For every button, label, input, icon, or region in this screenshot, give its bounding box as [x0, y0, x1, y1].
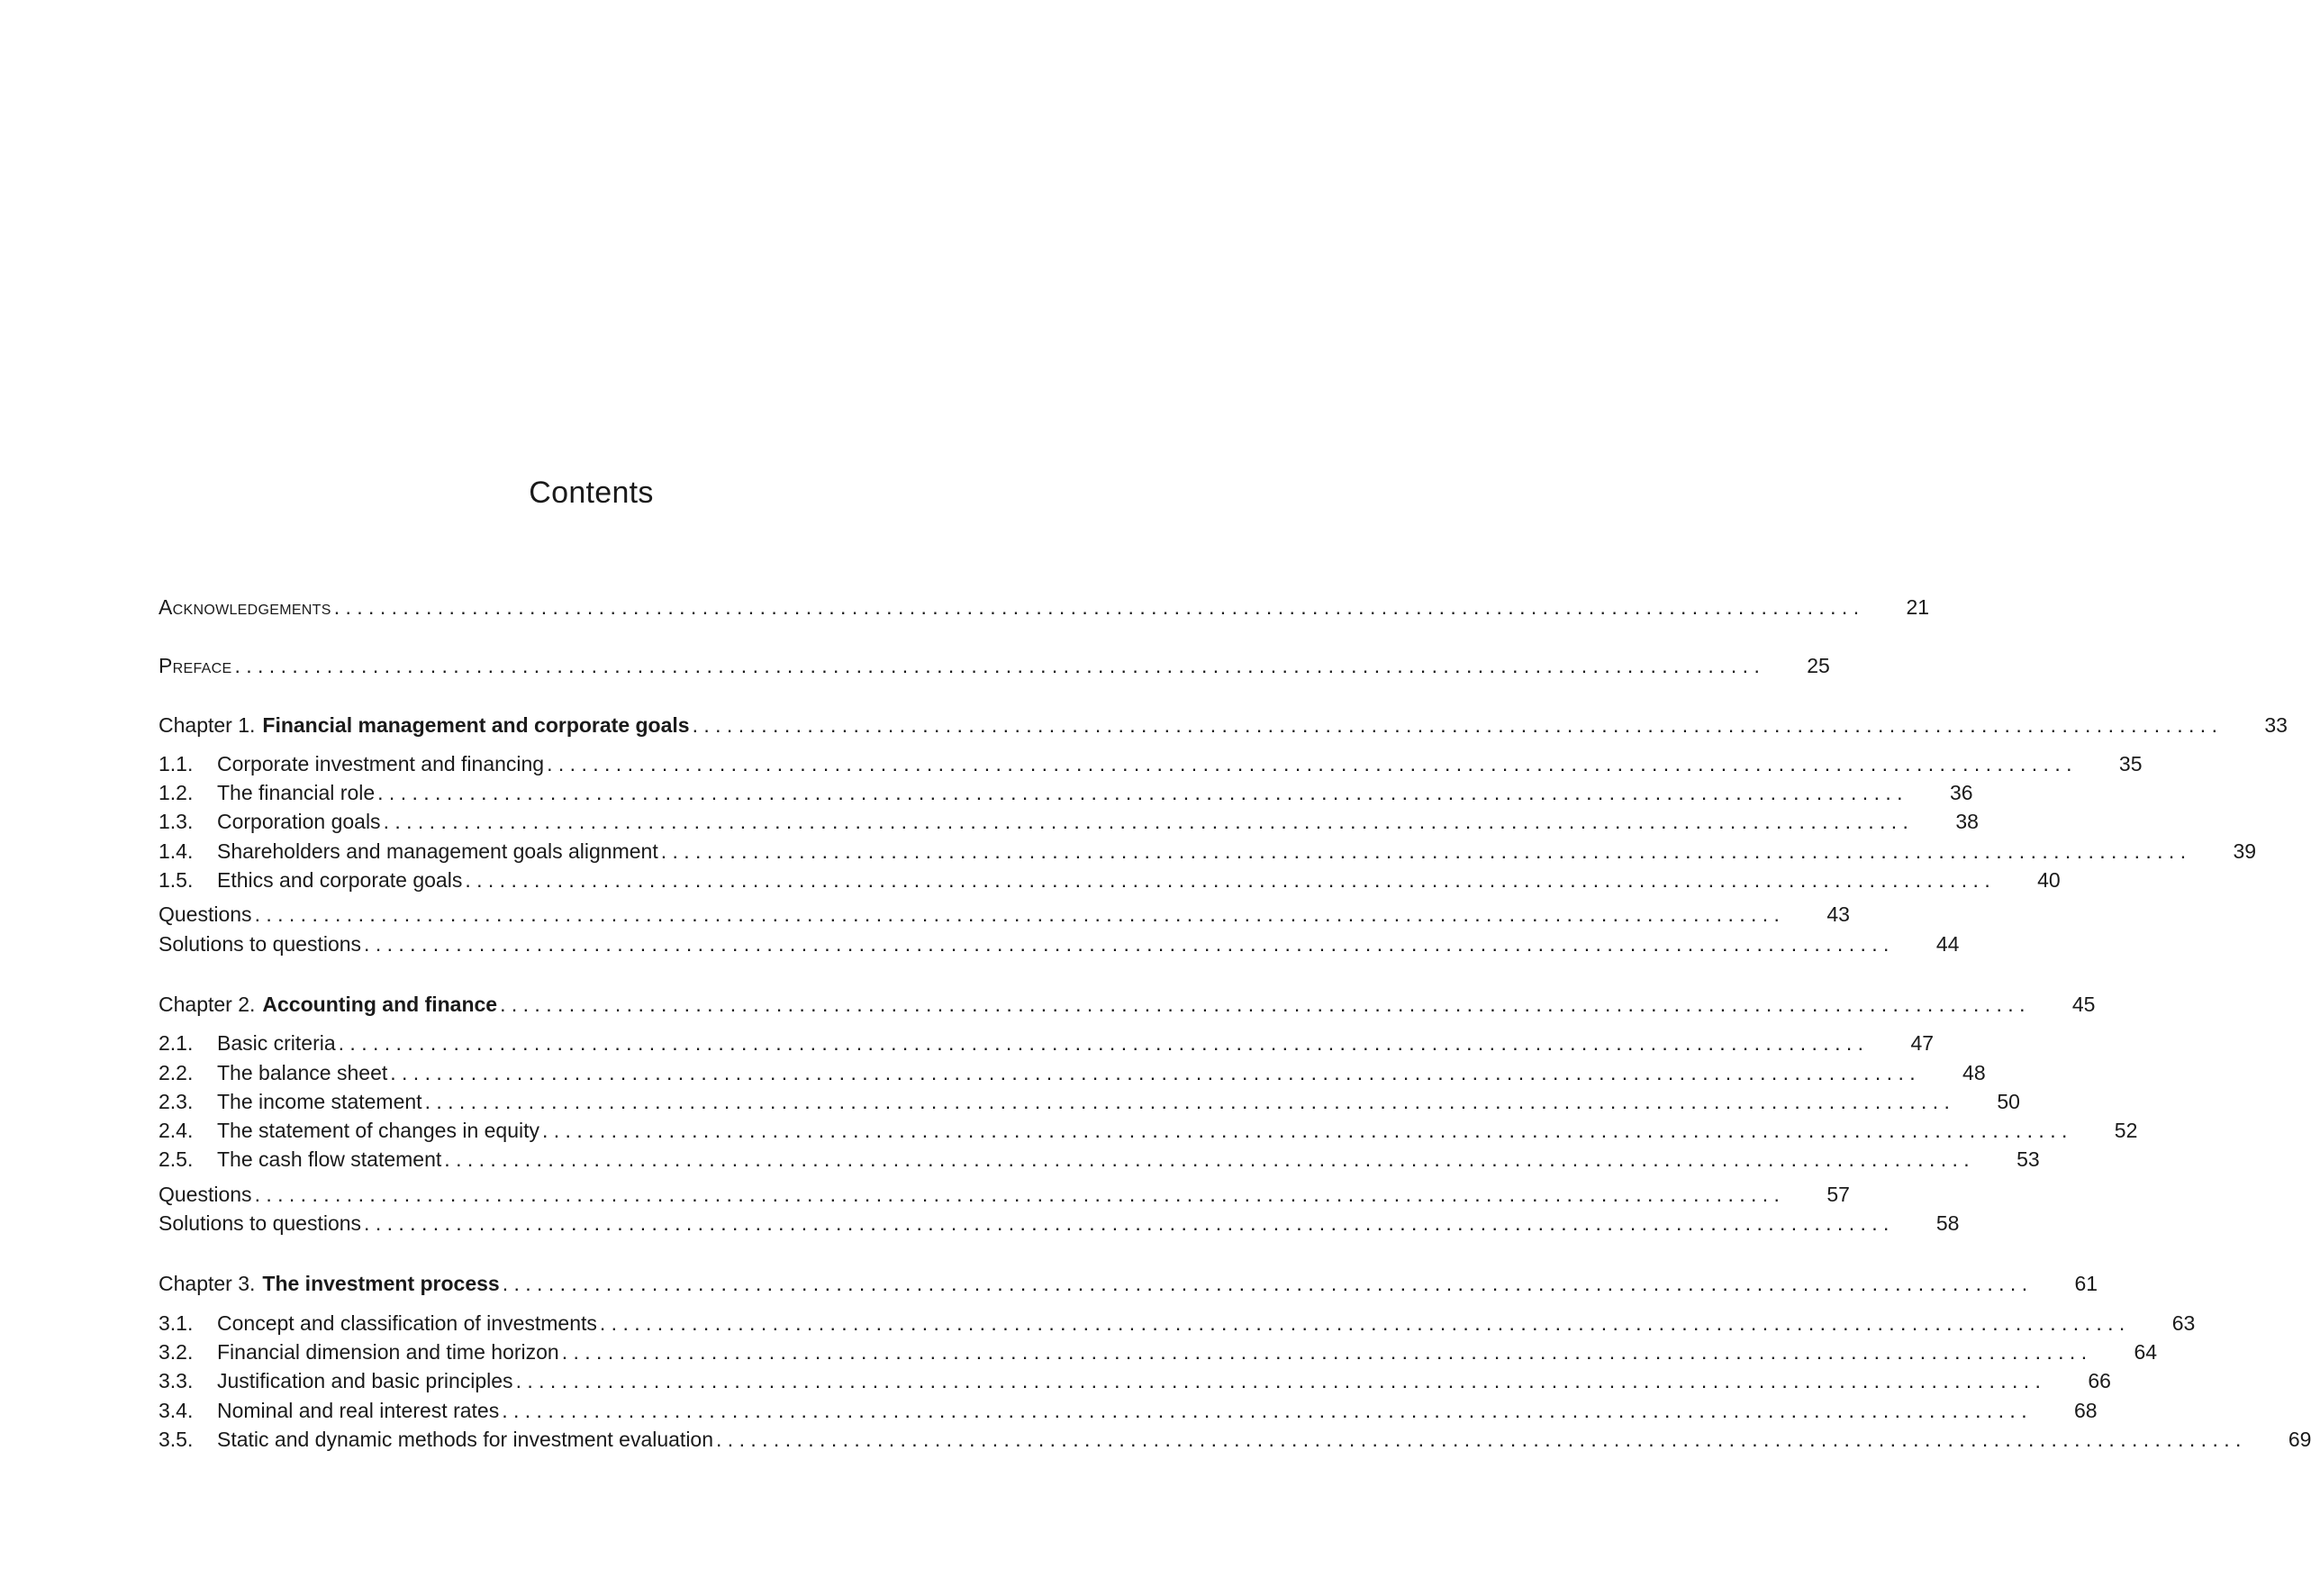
toc-entry-section[interactable]	[159, 1396, 2098, 1425]
section-title: The financial role	[217, 781, 376, 805]
page-number: 47	[1910, 1031, 1935, 1056]
dot-leader: . . . . . . . . . . . . . . . . . . . . . . . . . . . . . . . . . . . . . . . . . . . . . . . . . . . . . . . . . . . . . . . . . . . . . . . . . . . . . . . . . . . . . . . . . . . . . . . . . . . . . . . . . . . . . . . . . . . . . . . . . . . . . . . . . . . . .	[333, 595, 1860, 619]
toc-entry-section[interactable]	[159, 1116, 2138, 1145]
toc-entry-section[interactable]	[159, 1087, 2020, 1116]
dot-leader: . . . . . . . . . . . . . . . . . . . . . . . . . . . . . . . . . . . . . . . . . . . . . . . . . . . . . . . . . . . . . . . . . . . . . . . . . . . . . . . . . . . . . . . . . . . . . . . . . . . . . . . . . . . . . . . . . . . . . . . . . . . . . . . . . . . . .	[338, 1031, 1864, 1056]
toc-entry-section[interactable]	[159, 1309, 2196, 1338]
extra-title: Solutions to questions	[159, 1211, 362, 1236]
page-number: 61	[2074, 1272, 2098, 1296]
section-number: 1.2.	[159, 781, 194, 805]
page-number: 45	[2071, 992, 2096, 1016]
toc-entry-chapter[interactable]	[159, 1269, 2098, 1298]
section-title: Corporation goals	[217, 810, 381, 834]
section-number: 3.2.	[159, 1339, 194, 1364]
section-number: 1.3.	[159, 810, 194, 834]
dot-leader: . . . . . . . . . . . . . . . . . . . . . . . . . . . . . . . . . . . . . . . . . . . . . . . . . . . . . . . . . . . . . . . . . . . . . . . . . . . . . . . . . . . . . . . . . . . . . . . . . . . . . . . . . . . . . . . . . . . . . . . . . . . . . . . . . . . . .	[542, 1119, 2068, 1143]
page-number: 50	[1997, 1089, 2020, 1113]
dot-leader: . . . . . . . . . . . . . . . . . . . . . . . . . . . . . . . . . . . . . . . . . . . . . . . . . . . . . . . . . . . . . . . . . . . . . . . . . . . . . . . . . . . . . . . . . . . . . . . . . . . . . . . . . . . . . . . . . . . . . . . . . . . . . . . . . . . . .	[692, 712, 2217, 737]
section-number: 3.5.	[159, 1427, 194, 1451]
chapter-title: Accounting and finance	[262, 992, 498, 1016]
section-title: Financial dimension and time horizon	[217, 1339, 559, 1364]
dot-leader: . . . . . . . . . . . . . . . . . . . . . . . . . . . . . . . . . . . . . . . . . . . . . . . . . . . . . . . . . . . . . . . . . . . . . . . . . . . . . . . . . . . . . . . . . . . . . . . . . . . . . . . . . . . . . . . . . . . . . . . . . . . . . . . . . . . . .	[254, 1182, 1780, 1206]
page-number: 57	[1826, 1182, 1850, 1206]
toc-entry-front-matter[interactable]	[159, 593, 1930, 621]
chapter-prefix: Chapter 2.	[159, 992, 256, 1016]
dot-leader: . . . . . . . . . . . . . . . . . . . . . . . . . . . . . . . . . . . . . . . . . . . . . . . . . . . . . . . . . . . . . . . . . . . . . . . . . . . . . . . . . . . . . . . . . . . . . . . . . . . . . . . . . . . . . . . . . . . . . . . . . . . . . . . . . . . . .	[424, 1089, 1950, 1113]
dot-leader: . . . . . . . . . . . . . . . . . . . . . . . . . . . . . . . . . . . . . . . . . . . . . . . . . . . . . . . . . . . . . . . . . . . . . . . . . . . . . . . . . . . . . . . . . . . . . . . . . . . . . . . . . . . . . . . . . . . . . . . . . . . . . . . . . . . . .	[500, 992, 2026, 1016]
toc-entry-section[interactable]	[159, 1058, 1986, 1087]
toc-entry-section[interactable]	[159, 1338, 2158, 1366]
dot-leader: . . . . . . . . . . . . . . . . . . . . . . . . . . . . . . . . . . . . . . . . . . . . . . . . . . . . . . . . . . . . . . . . . . . . . . . . . . . . . . . . . . . . . . . . . . . . . . . . . . . . . . . . . . . . . . . . . . . . . . . . . . . . . . . . . . . . .	[364, 931, 1890, 956]
section-title: Basic criteria	[217, 1031, 336, 1056]
extra-title: Questions	[159, 1182, 252, 1206]
page-number: 33	[2264, 712, 2288, 737]
dot-leader: . . . . . . . . . . . . . . . . . . . . . . . . . . . . . . . . . . . . . . . . . . . . . . . . . . . . . . . . . . . . . . . . . . . . . . . . . . . . . . . . . . . . . . . . . . . . . . . . . . . . . . . . . . . . . . . . . . . . . . . . . . . . . . . . . . . . .	[364, 1211, 1890, 1236]
page-title: Contents	[529, 476, 654, 510]
toc-entry-section[interactable]	[159, 778, 1973, 807]
section-number: 1.5.	[159, 868, 194, 893]
page-number: 53	[2016, 1147, 2040, 1172]
page-number: 38	[1955, 810, 1979, 834]
section-number: 3.3.	[159, 1369, 194, 1393]
page-number: 21	[1906, 595, 1930, 619]
page-number: 40	[2037, 868, 2061, 893]
page-number: 63	[2171, 1310, 2196, 1335]
section-title: The cash flow statement	[217, 1147, 442, 1172]
section-title: Corporate investment and financing	[217, 751, 545, 775]
toc-entry-section[interactable]	[159, 807, 1979, 836]
extra-title: Questions	[159, 902, 252, 927]
dot-leader: . . . . . . . . . . . . . . . . . . . . . . . . . . . . . . . . . . . . . . . . . . . . . . . . . . . . . . . . . . . . . . . . . . . . . . . . . . . . . . . . . . . . . . . . . . . . . . . . . . . . . . . . . . . . . . . . . . . . . . . . . . . . . . . . . . . . .	[465, 868, 1990, 893]
dot-leader: . . . . . . . . . . . . . . . . . . . . . . . . . . . . . . . . . . . . . . . . . . . . . . . . . . . . . . . . . . . . . . . . . . . . . . . . . . . . . . . . . . . . . . . . . . . . . . . . . . . . . . . . . . . . . . . . . . . . . . . . . . . . . . . . . . . . .	[547, 751, 2072, 775]
toc-entry-extra[interactable]	[159, 900, 1850, 929]
spacer	[159, 681, 1023, 711]
spacer	[159, 1299, 1023, 1309]
page-number: 35	[2118, 751, 2143, 775]
section-title: Ethics and corporate goals	[217, 868, 463, 893]
dot-leader: . . . . . . . . . . . . . . . . . . . . . . . . . . . . . . . . . . . . . . . . . . . . . . . . . . . . . . . . . . . . . . . . . . . . . . . . . . . . . . . . . . . . . . . . . . . . . . . . . . . . . . . . . . . . . . . . . . . . . . . . . . . . . . . . . . . . .	[502, 1398, 2027, 1422]
dot-leader: . . . . . . . . . . . . . . . . . . . . . . . . . . . . . . . . . . . . . . . . . . . . . . . . . . . . . . . . . . . . . . . . . . . . . . . . . . . . . . . . . . . . . . . . . . . . . . . . . . . . . . . . . . . . . . . . . . . . . . . . . . . . . . . . . . . . .	[561, 1339, 2088, 1364]
page-number: 68	[2074, 1398, 2098, 1422]
spacer	[159, 958, 1023, 990]
section-title: Static and dynamic methods for investment evaluation	[217, 1427, 714, 1451]
section-number: 3.1.	[159, 1310, 194, 1335]
dot-leader: . . . . . . . . . . . . . . . . . . . . . . . . . . . . . . . . . . . . . . . . . . . . . . . . . . . . . . . . . . . . . . . . . . . . . . . . . . . . . . . . . . . . . . . . . . . . . . . . . . . . . . . . . . . . . . . . . . . . . . . . . . . . . . . . . . . . .	[660, 839, 2187, 863]
section-number: 2.4.	[159, 1119, 194, 1143]
chapter-title: The investment process	[262, 1272, 500, 1296]
page-number: 39	[2233, 839, 2257, 863]
dot-leader: . . . . . . . . . . . . . . . . . . . . . . . . . . . . . . . . . . . . . . . . . . . . . . . . . . . . . . . . . . . . . . . . . . . . . . . . . . . . . . . . . . . . . . . . . . . . . . . . . . . . . . . . . . . . . . . . . . . . . . . . . . . . . . . . . . . . .	[599, 1310, 2125, 1335]
chapter-prefix: Chapter 1.	[159, 712, 256, 737]
section-title: Justification and basic principles	[217, 1369, 513, 1393]
toc-entry-section[interactable]	[159, 1425, 2311, 1454]
section-title: Nominal and real interest rates	[217, 1398, 500, 1422]
page-number: 66	[2088, 1369, 2111, 1393]
section-number: 3.4.	[159, 1398, 194, 1422]
spacer	[159, 1454, 1023, 1485]
spacer	[159, 1238, 1023, 1269]
dot-leader: . . . . . . . . . . . . . . . . . . . . . . . . . . . . . . . . . . . . . . . . . . . . . . . . . . . . . . . . . . . . . . . . . . . . . . . . . . . . . . . . . . . . . . . . . . . . . . . . . . . . . . . . . . . . . . . . . . . . . . . . . . . . . . . . . . . . .	[234, 654, 1760, 678]
page-number: 48	[1962, 1060, 1986, 1084]
dot-leader: . . . . . . . . . . . . . . . . . . . . . . . . . . . . . . . . . . . . . . . . . . . . . . . . . . . . . . . . . . . . . . . . . . . . . . . . . . . . . . . . . . . . . . . . . . . . . . . . . . . . . . . . . . . . . . . . . . . . . . . . . . . . . . . . . . . . .	[444, 1147, 1970, 1172]
page-number: 25	[1807, 654, 1830, 678]
page-number: 43	[1826, 902, 1850, 927]
section-title: The statement of changes in equity	[217, 1119, 539, 1143]
dot-leader: . . . . . . . . . . . . . . . . . . . . . . . . . . . . . . . . . . . . . . . . . . . . . . . . . . . . . . . . . . . . . . . . . . . . . . . . . . . . . . . . . . . . . . . . . . . . . . . . . . . . . . . . . . . . . . . . . . . . . . . . . . . . . . . . . . . . .	[716, 1427, 2242, 1451]
chapter-prefix: Chapter 3.	[159, 1272, 256, 1296]
table-of-contents	[159, 593, 2311, 1485]
spacer	[159, 621, 1023, 651]
toc-entry-extra[interactable]	[159, 929, 1960, 958]
front-matter-title: Preface	[159, 654, 232, 678]
section-number: 2.2.	[159, 1060, 194, 1084]
page-number: 36	[1949, 781, 1973, 805]
dot-leader: . . . . . . . . . . . . . . . . . . . . . . . . . . . . . . . . . . . . . . . . . . . . . . . . . . . . . . . . . . . . . . . . . . . . . . . . . . . . . . . . . . . . . . . . . . . . . . . . . . . . . . . . . . . . . . . . . . . . . . . . . . . . . . . . . . . . .	[377, 781, 1903, 805]
section-title: The income statement	[217, 1089, 422, 1113]
dot-leader: . . . . . . . . . . . . . . . . . . . . . . . . . . . . . . . . . . . . . . . . . . . . . . . . . . . . . . . . . . . . . . . . . . . . . . . . . . . . . . . . . . . . . . . . . . . . . . . . . . . . . . . . . . . . . . . . . . . . . . . . . . . . . . . . . . . . .	[254, 902, 1780, 927]
section-number: 2.3.	[159, 1089, 194, 1113]
section-title: The balance sheet	[217, 1060, 388, 1084]
toc-entry-section[interactable]	[159, 1366, 2111, 1395]
page-number: 52	[2114, 1119, 2138, 1143]
dot-leader: . . . . . . . . . . . . . . . . . . . . . . . . . . . . . . . . . . . . . . . . . . . . . . . . . . . . . . . . . . . . . . . . . . . . . . . . . . . . . . . . . . . . . . . . . . . . . . . . . . . . . . . . . . . . . . . . . . . . . . . . . . . . . . . . . . . . .	[502, 1272, 2028, 1296]
toc-entry-extra[interactable]	[159, 1180, 1850, 1209]
spacer	[159, 1019, 1023, 1029]
toc-entry-front-matter[interactable]	[159, 651, 1830, 680]
section-number: 1.4.	[159, 839, 194, 863]
toc-entry-section[interactable]	[159, 866, 2061, 894]
extra-title: Solutions to questions	[159, 931, 362, 956]
page-number: 64	[2134, 1339, 2158, 1364]
toc-entry-section[interactable]	[159, 749, 2143, 778]
section-number: 2.5.	[159, 1147, 194, 1172]
toc-entry-extra[interactable]	[159, 1209, 1960, 1238]
toc-entry-section[interactable]	[159, 1029, 1935, 1057]
toc-entry-chapter[interactable]	[159, 990, 2096, 1019]
page-number: 69	[2288, 1427, 2311, 1451]
section-title: Shareholders and management goals alignment	[217, 839, 658, 863]
dot-leader: . . . . . . . . . . . . . . . . . . . . . . . . . . . . . . . . . . . . . . . . . . . . . . . . . . . . . . . . . . . . . . . . . . . . . . . . . . . . . . . . . . . . . . . . . . . . . . . . . . . . . . . . . . . . . . . . . . . . . . . . . . . . . . . . . . . . .	[390, 1060, 1916, 1084]
page-number: 58	[1935, 1211, 1960, 1236]
dot-leader: . . . . . . . . . . . . . . . . . . . . . . . . . . . . . . . . . . . . . . . . . . . . . . . . . . . . . . . . . . . . . . . . . . . . . . . . . . . . . . . . . . . . . . . . . . . . . . . . . . . . . . . . . . . . . . . . . . . . . . . . . . . . . . . . . . . . .	[383, 810, 1908, 834]
section-title: Concept and classification of investments	[217, 1310, 597, 1335]
section-number: 2.1.	[159, 1031, 194, 1056]
page-number: 44	[1935, 931, 1960, 956]
front-matter-title: Acknowledgements	[159, 595, 331, 619]
chapter-title: Financial management and corporate goals	[262, 712, 690, 737]
toc-entry-section[interactable]	[159, 1145, 2040, 1174]
toc-entry-chapter[interactable]	[159, 711, 2288, 739]
section-number: 1.1.	[159, 751, 194, 775]
spacer	[159, 739, 1023, 749]
toc-entry-section[interactable]	[159, 837, 2257, 866]
dot-leader: . . . . . . . . . . . . . . . . . . . . . . . . . . . . . . . . . . . . . . . . . . . . . . . . . . . . . . . . . . . . . . . . . . . . . . . . . . . . . . . . . . . . . . . . . . . . . . . . . . . . . . . . . . . . . . . . . . . . . . . . . . . . . . . . . . . . .	[515, 1369, 2041, 1393]
